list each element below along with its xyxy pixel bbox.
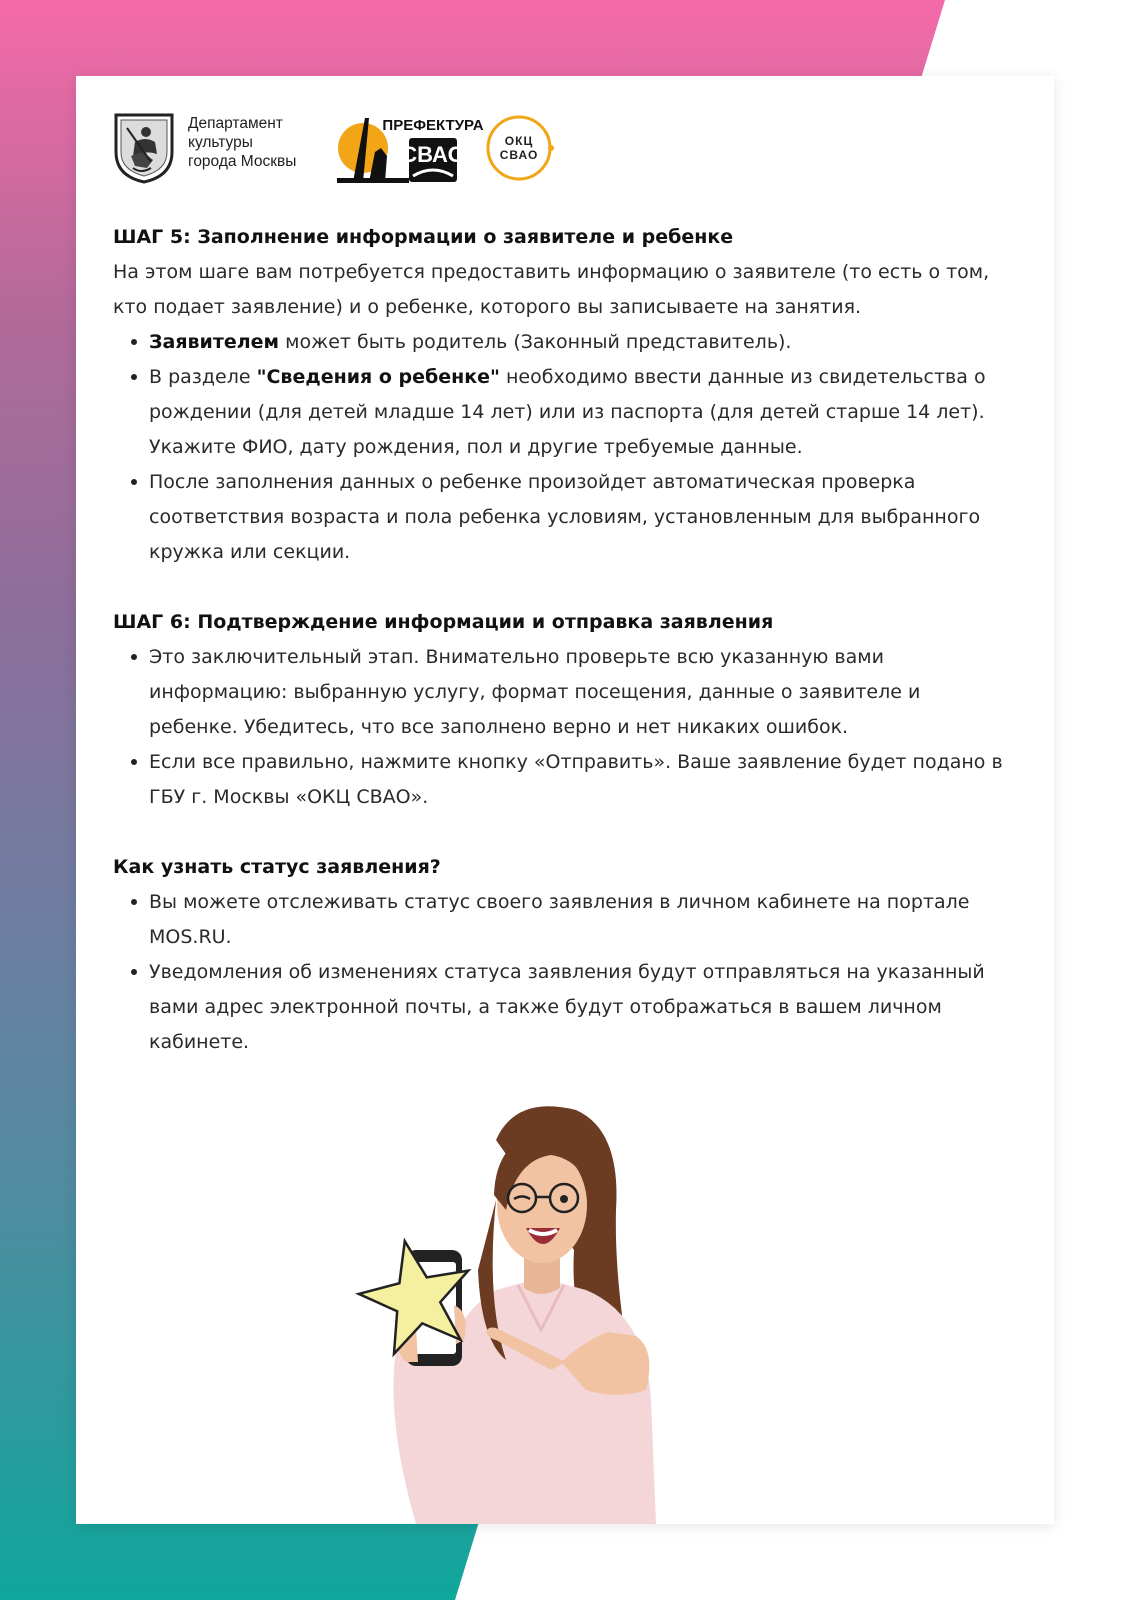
step5-intro: На этом шаге вам потребуется предоставить информацию о заявителе (то есть о том, кто подает заявление) и о ребенке, которого вы записываете на занятия.: [113, 261, 990, 318]
list-item: [149, 955, 1013, 1060]
moscow-coat-of-arms-icon: [113, 112, 175, 184]
step5-b2-text: необходимо ввести данные из свидетельства о рождении (для детей младше 14 лет) или из паспорта (для детей старше 14 лет). Укажите ФИО, дату рождения, пол и другие требуемые данные.: [149, 366, 986, 458]
woman-with-phone-illustration: [346, 1100, 706, 1524]
list-item: [149, 360, 1013, 465]
step6-b2-text: Если все правильно, нажмите кнопку «Отправить». Ваше заявление будет подано в ГБУ г. Москвы «ОКЦ СВАО».: [149, 751, 1003, 808]
logo-bar: [113, 112, 813, 184]
list-item: [149, 640, 1013, 745]
department-name-line-2: культуры: [188, 134, 253, 151]
step5-heading: ШАГ 5: Заполнение информации о заявителе и ребенке: [113, 226, 734, 248]
step5-b3-text: После заполнения данных о ребенке произойдет автоматическая проверка соответствия возраста и пола ребенка условиям, установленным для выбранного кружка или секции.: [149, 471, 981, 563]
step6-heading: ШАГ 6: Подтверждение информации и отправка заявления: [113, 611, 774, 633]
department-logo: [113, 112, 313, 184]
document-card: [76, 76, 1054, 1524]
okc-text-line-2: СВАО: [499, 148, 539, 162]
list-item: [149, 465, 1013, 570]
list-item: [149, 325, 1013, 360]
step5-list: [113, 325, 1013, 570]
step5-b2-pre: В разделе: [149, 366, 257, 388]
content: [113, 220, 1013, 1060]
status-b2-text: Уведомления об изменениях статуса заявления будут отправляться на указанный вами адрес электронной почты, а также будут отображаться в вашем личном кабинете.: [149, 961, 985, 1053]
prefecture-main-text: СВАО: [401, 142, 465, 167]
step5-b2-bold: "Сведения о ребенке": [256, 366, 500, 388]
step5-b1-text: может быть родитель (Законный представитель).: [279, 331, 792, 353]
okc-text-line-1: ОКЦ: [504, 134, 534, 148]
status-heading: Как узнать статус заявления?: [113, 856, 441, 878]
okc-svao-logo: [485, 112, 557, 184]
prefecture-top-text: ПРЕФЕКТУРА: [382, 117, 484, 134]
step6-list: [113, 640, 1013, 815]
prefecture-logo: [335, 112, 484, 184]
status-b1-text: Вы можете отслеживать статус своего заявления в личном кабинете на портале MOS.RU.: [149, 891, 970, 948]
department-name-line-3: города Москвы: [188, 153, 297, 170]
list-item: [149, 885, 1013, 955]
department-name-line-1: Департамент: [188, 115, 283, 132]
status-list: [113, 885, 1013, 1060]
step5-b1-bold: Заявителем: [149, 331, 280, 353]
step6-b1-text: Это заключительный этап. Внимательно проверьте всю указанную вами информацию: выбранную услугу, формат посещения, данные о заявителе и ребенке. Убедитесь, что все заполнено верно и нет никаких ошибок.: [149, 646, 921, 738]
list-item: [149, 745, 1013, 815]
